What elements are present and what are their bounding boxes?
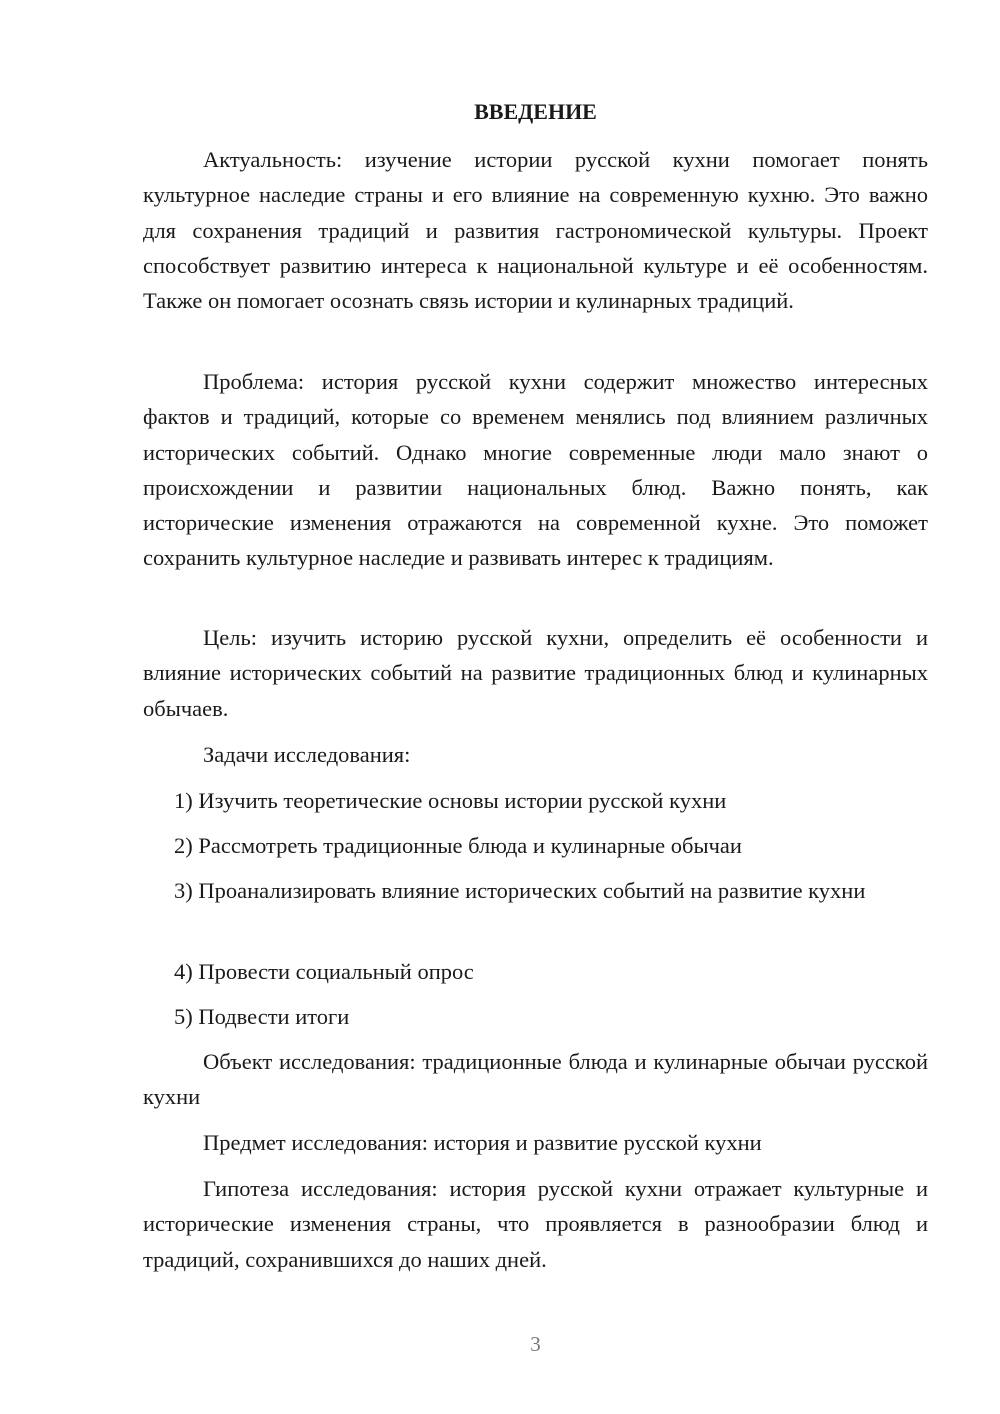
subject-paragraph: Предмет исследования: история и развитие русской кухни xyxy=(203,1130,762,1155)
hypothesis-paragraph: Гипотеза исследования: история русской кухни отражает культурные и исторические изменения страны, что проявляется в разнообразии блюд и традиций, сохранившихся до наших дней. xyxy=(143,1176,928,1272)
task-item-4: 4) Провести социальный опрос xyxy=(174,959,474,984)
problem-paragraph: Проблема: история русской кухни содержит множество интересных фактов и традиций, которые со временем менялись под влиянием различных исторических событий. Однако многие современные люди мало знают о происхождении и развитии национальных блюд. Важно понять, как исторические изменения отражаются на современной кухне. Это поможет сохранить культурное наследие и развивать интерес к традициям. xyxy=(143,369,928,571)
goal-paragraph: Цель: изучить историю русской кухни, определить её особенности и влияние исторических событий на развитие традиционных блюд и кулинарных обычаев. xyxy=(143,625,928,721)
relevance-paragraph: Актуальность: изучение истории русской кухни помогает понять культурное наследие страны и его влияние на современную кухню. Это важно для сохранения традиций и развития гастрономической культуры. Проект способствует развитию интереса к национальной культуре и её особенностям. Также он помогает осознать связь истории и кулинарных традиций. xyxy=(143,147,928,314)
object-paragraph: Объект исследования: традиционные блюда и кулинарные обычаи русской кухни xyxy=(143,1049,928,1110)
section-heading: ВВЕДЕНИЕ xyxy=(474,99,597,124)
task-item-1: 1) Изучить теоретические основы истории русской кухни xyxy=(174,788,727,813)
task-item-5: 5) Подвести итоги xyxy=(174,1004,350,1029)
task-item-2: 2) Рассмотреть традиционные блюда и кулинарные обычаи xyxy=(174,833,742,858)
tasks-title: Задачи исследования: xyxy=(203,742,411,767)
page-number: 3 xyxy=(530,1332,541,1356)
task-item-3: 3) Проанализировать влияние исторических событий на развитие кухни xyxy=(174,878,866,903)
